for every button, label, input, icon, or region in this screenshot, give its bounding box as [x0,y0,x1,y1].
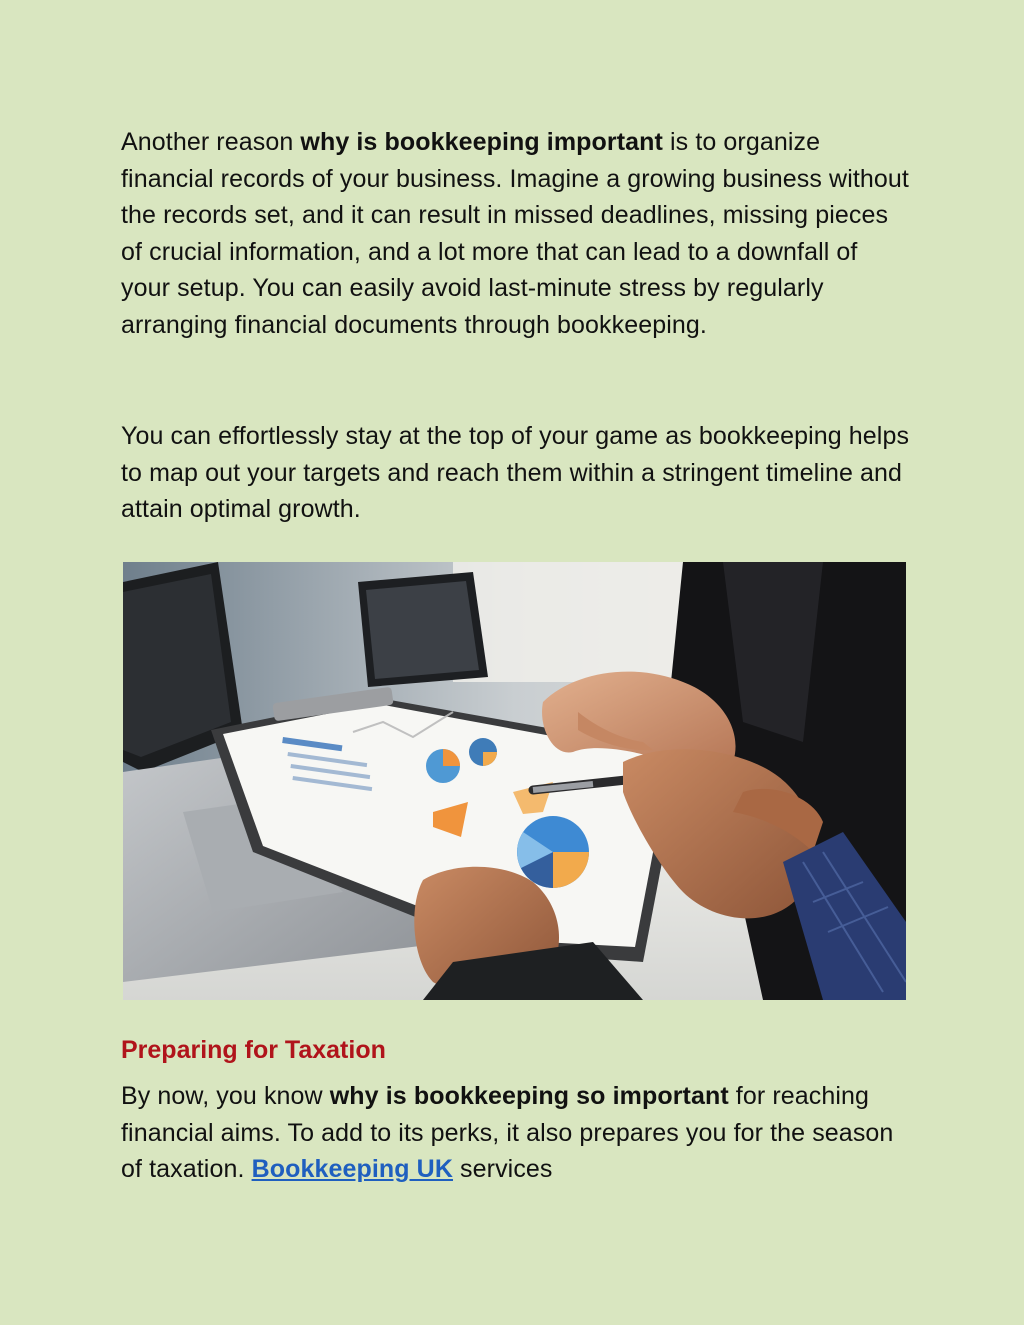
paragraph-text: Another reason [121,128,301,156]
bold-phrase: why is bookkeeping so important [329,1082,729,1110]
paragraph-text: is to organize financial records of your business. Imagine a growing business without the records set, and it can result in missed deadlines, missing pieces of crucial information, and a lot more that can lead to a downfall of your setup. You can easily avoid last-minute stress by regularly arranging financial documents through bookkeeping. [121,128,909,339]
business-meeting-photo [123,562,906,1000]
paragraph-text: for reaching financial aims. To add to its perks, it also prepares you for the season of taxation. [121,1082,894,1183]
section-heading: Preparing for Taxation [121,1036,386,1064]
paragraph-taxation [121,1078,911,1188]
paragraph-text: By now, you know [121,1082,330,1110]
paragraph-organize-records [121,124,911,343]
bookkeeping-uk-link[interactable]: Bookkeeping UK [251,1155,453,1183]
bold-phrase: why is bookkeeping important [300,128,663,156]
paragraph-stay-on-top: You can effortlessly stay at the top of your game as bookkeeping helps to map out your targets and reach them within a stringent timeline and attain optimal growth. [121,422,910,523]
paragraph-text: services [453,1155,553,1183]
